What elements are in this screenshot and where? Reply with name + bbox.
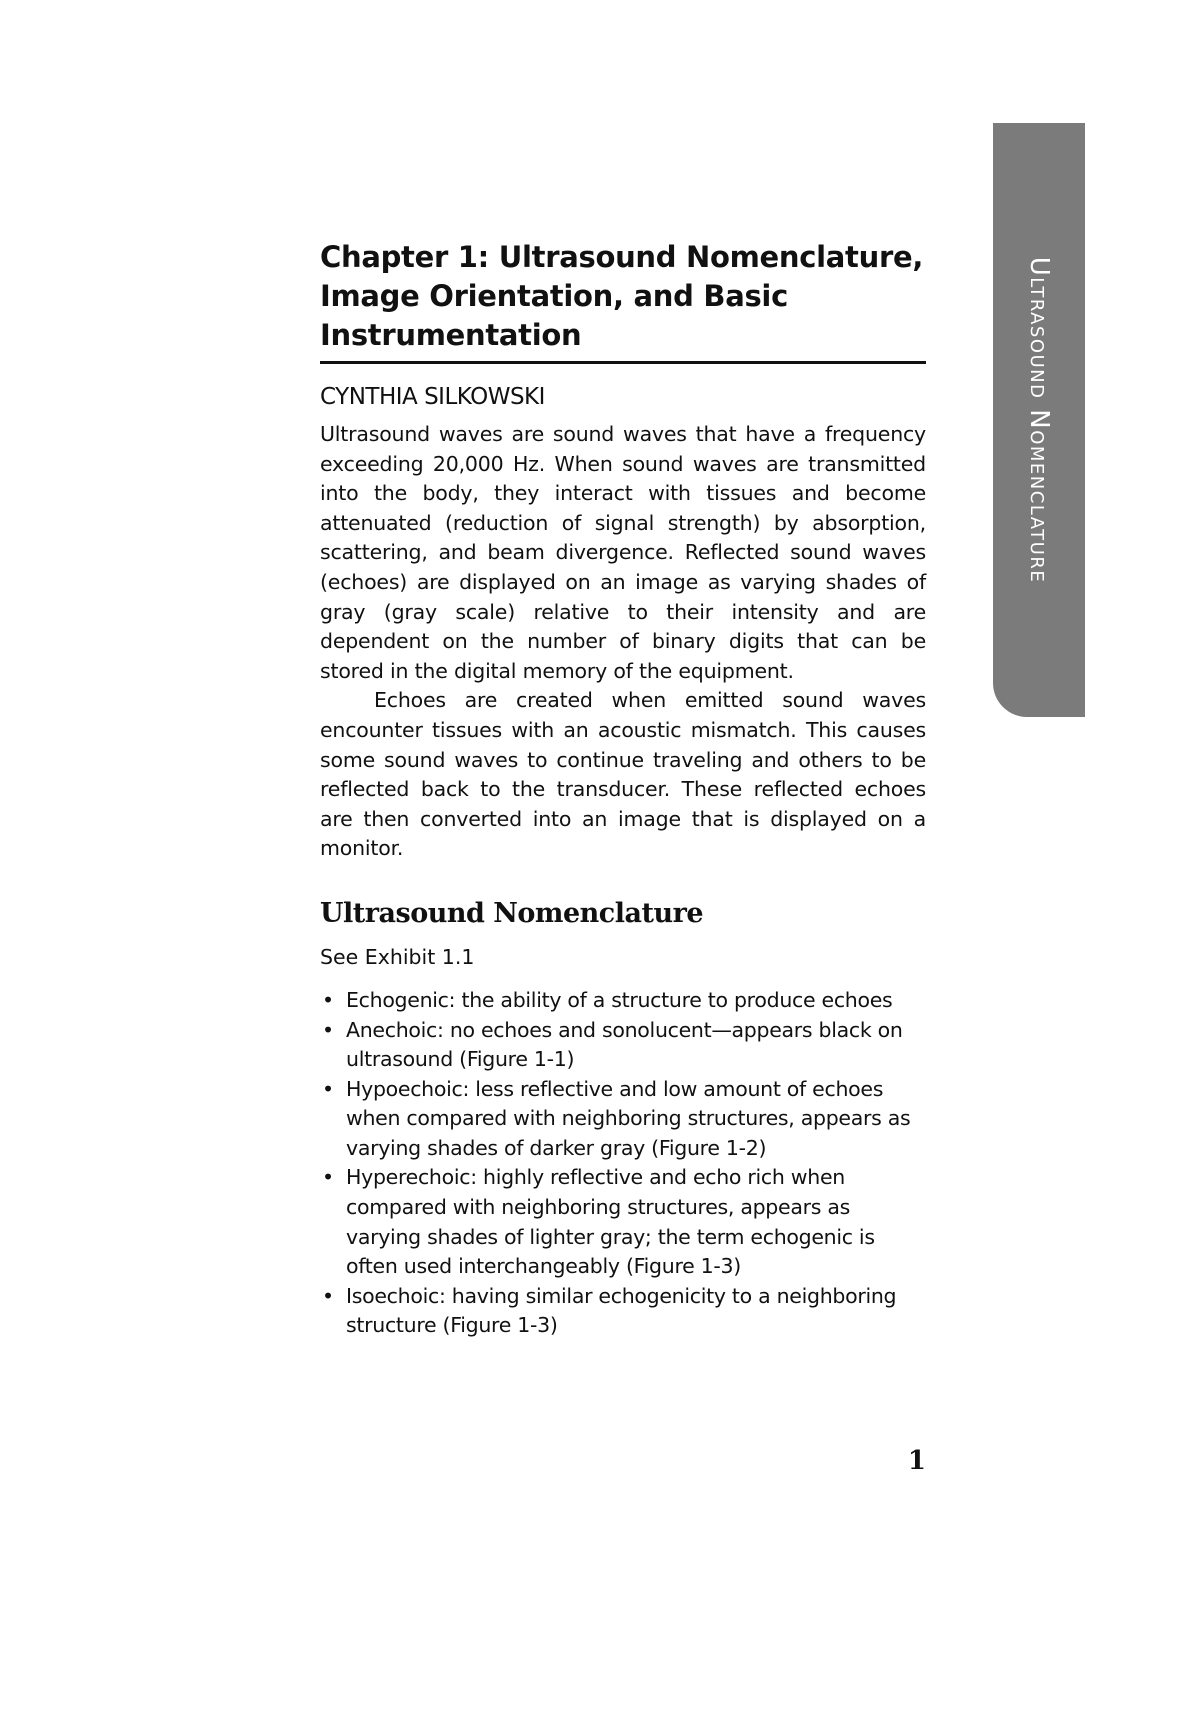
chapter-thumb-tab [993,123,1085,717]
section-heading: Ultrasound Nomenclature [320,897,704,929]
list-item-hypoechoic: • Hypoechoic: less reflective and low amount of echoes when compared with neighboring structures, appears as varying shades of darker gray (Figure 1-2) [322,1076,911,1160]
bullet-icon: • [322,987,334,1012]
list-item-anechoic: • Anechoic: no echoes and sonolucent—appears black on ultrasound (Figure 1-1) [322,1017,903,1072]
list-item-isoechoic: • Isoechoic: having similar echogenicity to a neighboring structure (Figure 1-3) [322,1283,897,1338]
echoes-paragraph: Echoes are created when emitted sound waves encounter tissues with an acoustic mismatch. This causes some sound waves to continue traveling and others to be reflected back to the transducer. These reflected echoes are then converted into an image that is displayed on a monitor. [320,688,926,861]
chapter-thumb-tab-label: Ultrasound Nomenclature [1024,256,1054,584]
page-number: 1 [907,1446,926,1476]
chapter-title-line-1: Chapter 1: Ultrasound Nomenclature, [320,240,924,274]
list-item-echogenic: • Echogenic: the ability of a structure to produce echoes [320,986,926,1016]
bullet-icon: • [322,1017,334,1042]
exhibit-reference: See Exhibit 1.1 [320,944,475,969]
bullet-icon: • [322,1076,334,1101]
chapter-title [320,238,926,364]
author-name: CYNTHIA SILKOWSKI [320,384,545,410]
main-content [320,238,926,1341]
chapter-title-line-3: Instrumentation [320,318,582,352]
bullet-icon: • [322,1165,334,1190]
list-item-hyperechoic: • Hyperechoic: highly reflective and echo rich when compared with neighboring structures, appears as varying shades of lighter gray; the term echogenic is often used interchangeably (Figure 1-3) [322,1165,875,1279]
intro-paragraph: Ultrasound waves are sound waves that have a frequency exceeding 20,000 Hz. When sound waves are transmitted into the body, they interact with tissues and become attenuated (reduction of signal strength) by absorption, scattering, and beam divergence. Reflected sound waves (echoes) are displayed on an image as varying shades of gray (gray scale) relative to their intensity and are dependent on the number of binary digits that can be stored in the digital memory of the equipment. [320,422,926,683]
nomenclature-list [320,986,926,1341]
bullet-icon: • [322,1283,334,1308]
chapter-title-line-2: Image Orientation, and Basic [320,279,788,313]
